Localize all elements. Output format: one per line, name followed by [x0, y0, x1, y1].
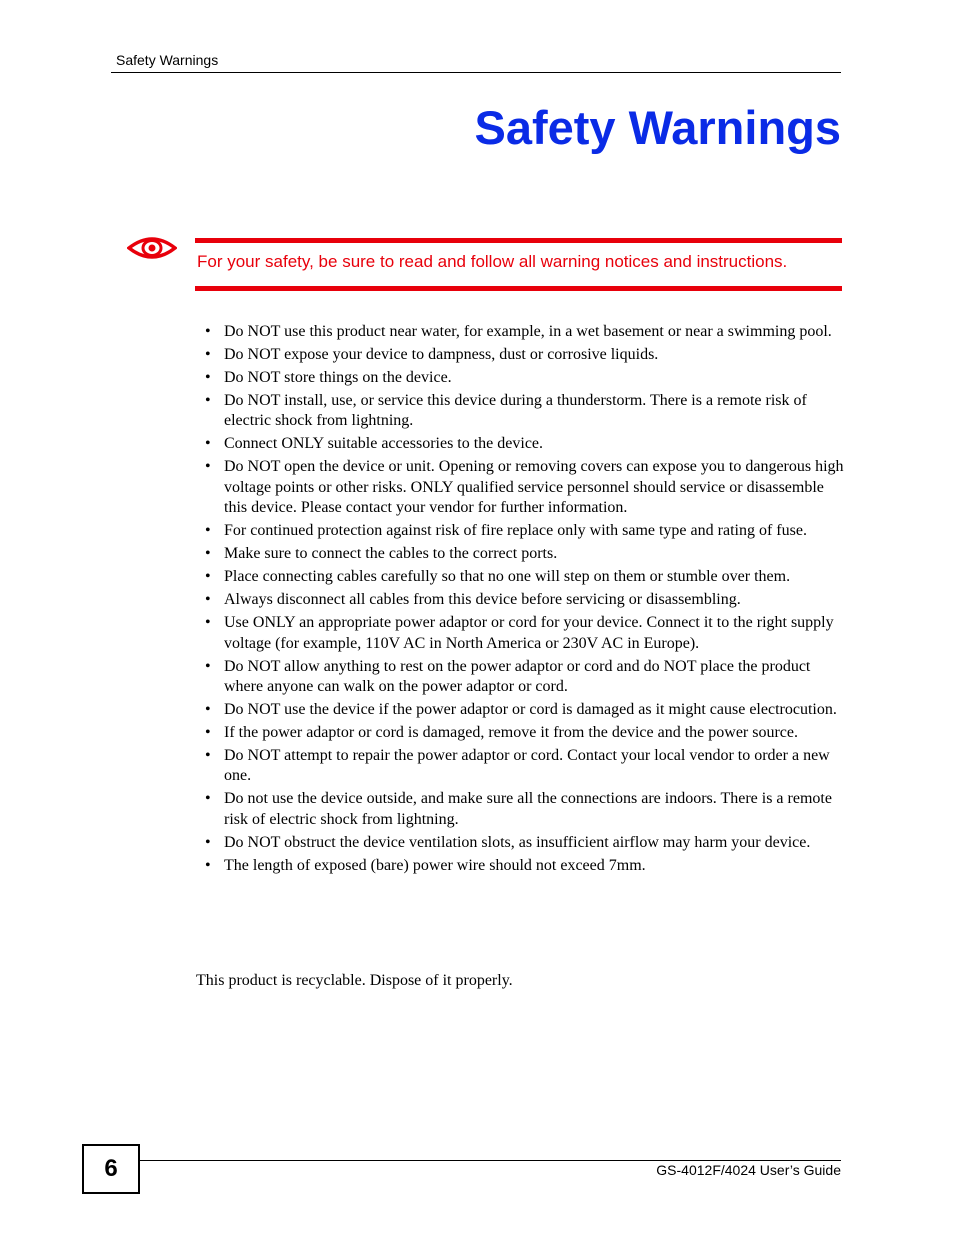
- list-item-text: Do NOT install, use, or service this device during a thunderstorm. There is a remote risk of electric shock from lightning.: [224, 392, 807, 430]
- list-item-text: The length of exposed (bare) power wire should not exceed 7mm.: [224, 856, 646, 874]
- list-item: [205, 567, 845, 587]
- list-item: [205, 723, 845, 743]
- bullet-marker: •: [205, 323, 211, 340]
- list-item-text: Make sure to connect the cables to the correct ports.: [224, 545, 558, 563]
- list-item-text: Connect ONLY suitable accessories to the device.: [224, 435, 544, 453]
- list-item-text: Do not use the device outside, and make sure all the connections are indoors. There is a remote risk of electric shock from lightning.: [224, 790, 832, 828]
- list-item: [205, 700, 845, 720]
- bullet-marker: •: [205, 568, 211, 586]
- list-item: [205, 746, 845, 787]
- list-item-text: Do NOT obstruct the device ventilation slots, as insufficient airflow may harm your device.: [224, 833, 811, 851]
- page-number: 6: [82, 1144, 140, 1194]
- list-item: [205, 789, 845, 830]
- footer-divider: [140, 1160, 841, 1161]
- header-divider: [111, 72, 841, 73]
- list-item: [205, 833, 845, 853]
- bullet-marker: •: [205, 458, 211, 476]
- list-item: [205, 856, 845, 876]
- bullet-marker: •: [205, 545, 211, 563]
- list-item: [205, 345, 845, 365]
- bullet-marker: •: [205, 614, 211, 632]
- recycling-note: This product is recyclable. Dispose of it properly.: [196, 972, 513, 989]
- safety-notice-text: For your safety, be sure to read and follow all warning notices and instructions.: [197, 252, 788, 271]
- list-item-text: Do NOT expose your device to dampness, dust or corrosive liquids.: [224, 346, 659, 363]
- bullet-marker: •: [205, 701, 211, 719]
- safety-notice: [195, 238, 842, 291]
- bullet-marker: •: [205, 790, 211, 808]
- bullet-marker: •: [205, 392, 211, 409]
- bullet-marker: •: [205, 747, 211, 765]
- list-item-text: Place connecting cables carefully so that no one will step on them or stumble over them.: [224, 568, 791, 586]
- list-item: [205, 613, 845, 654]
- list-item: [205, 322, 845, 342]
- list-item-text: For continued protection against risk of fire replace only with same type and rating of fuse.: [224, 522, 807, 540]
- eye-warning-icon: [127, 234, 177, 262]
- running-header: Safety Warnings: [116, 52, 219, 68]
- list-item-text: Do NOT open the device or unit. Opening or removing covers can expose you to dangerous high voltage points or other risks. ONLY qualified service personnel should service or disassemble this device. Please contact your vendor for further information.: [224, 458, 844, 517]
- bullet-marker: •: [205, 724, 211, 742]
- bullet-marker: •: [205, 657, 211, 675]
- page-title: Safety Warnings: [474, 101, 841, 154]
- guide-title: GS-4012F/4024 User’s Guide: [656, 1162, 841, 1178]
- list-item-text: Do NOT allow anything to rest on the power adaptor or cord and do NOT place the product where anyone can walk on the power adaptor or cord.: [224, 657, 811, 696]
- list-item: [205, 434, 845, 454]
- list-item: [205, 368, 845, 388]
- list-item-text: Use ONLY an appropriate power adaptor or cord for your device. Connect it to the right supply voltage (for example, 110V AC in North America or 230V AC in Europe).: [224, 614, 834, 652]
- list-item-text: Do NOT use this product near water, for example, in a wet basement or near a swimming pool.: [224, 323, 832, 340]
- list-item-text: Do NOT attempt to repair the power adaptor or cord. Contact your local vendor to order a new one.: [224, 747, 830, 785]
- list-item: [205, 657, 845, 698]
- bullet-marker: •: [205, 833, 211, 851]
- bullet-marker: •: [205, 369, 211, 386]
- list-item: [205, 544, 845, 564]
- list-item: [205, 521, 845, 541]
- list-item-text: If the power adaptor or cord is damaged, remove it from the device and the power source.: [224, 724, 798, 742]
- bullet-marker: •: [205, 856, 211, 874]
- list-item: [205, 457, 845, 518]
- list-item: [205, 590, 845, 610]
- list-item-text: Do NOT store things on the device.: [224, 369, 452, 386]
- bullet-marker: •: [205, 591, 211, 609]
- bullet-marker: •: [205, 522, 211, 540]
- list-item-text: Do NOT use the device if the power adaptor or cord is damaged as it might cause electrocution.: [224, 701, 837, 719]
- safety-warnings-list: [205, 322, 845, 879]
- bullet-marker: •: [205, 346, 211, 363]
- bullet-marker: •: [205, 435, 211, 453]
- list-item-text: Always disconnect all cables from this device before servicing or disassembling.: [224, 591, 741, 609]
- list-item: [205, 391, 845, 432]
